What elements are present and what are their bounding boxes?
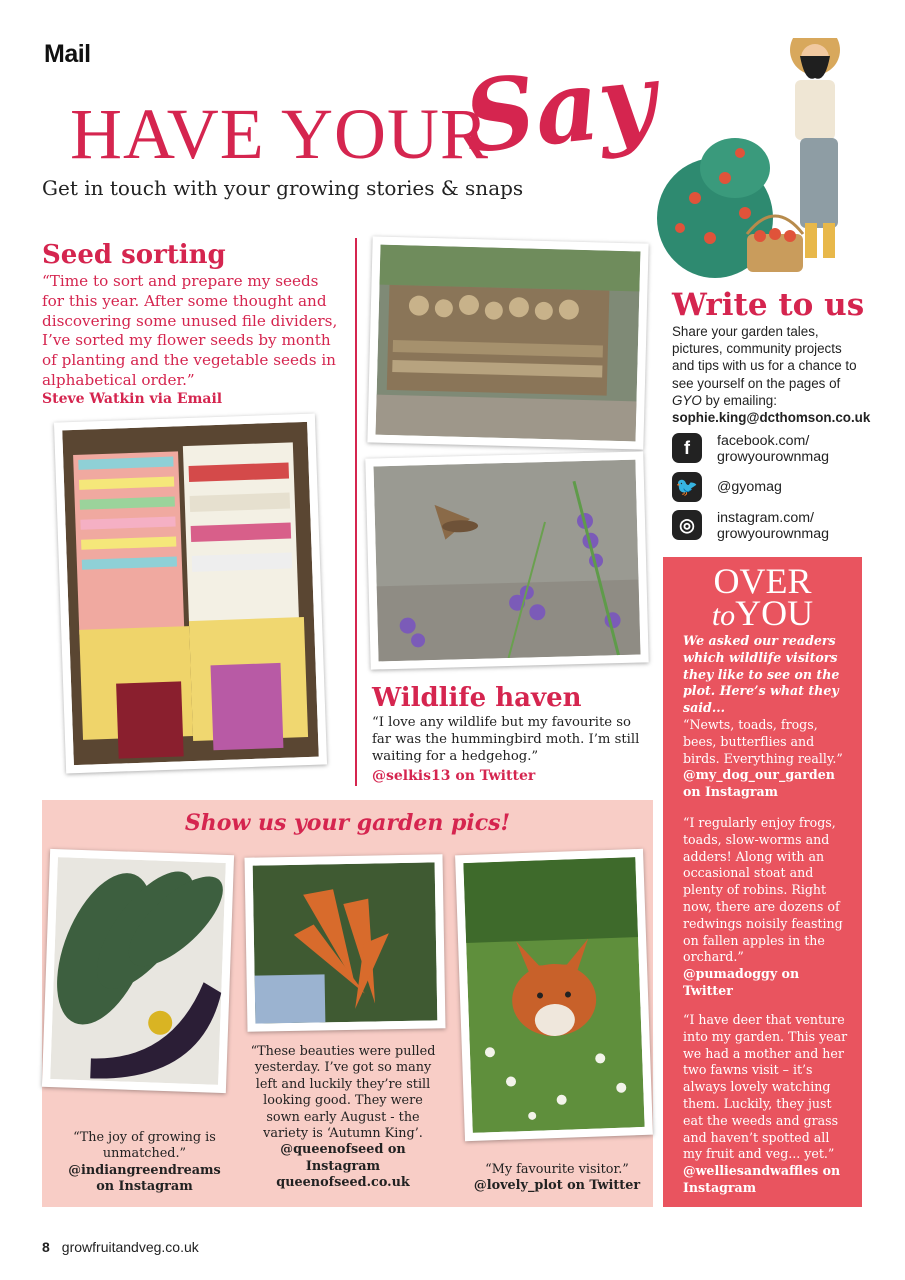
caption-kale: “The joy of growing is unmatched.” @indiangreendreams on Instagram: [68, 1130, 221, 1195]
seed-sorting-text: “Time to sort and prepare my seeds for this year. After some thought and discovering some unused file dividers, I’ve sorted my flower seeds by month of planting and the vegetable seeds in alphabetical order.”: [42, 272, 338, 389]
fox-photo: [455, 849, 653, 1141]
instagram-icon: ◎: [672, 510, 702, 540]
seed-files-photo: [54, 414, 327, 774]
twitter-link[interactable]: [672, 472, 862, 502]
seed-sorting-author: Steve Watkin via Email: [42, 391, 223, 407]
facebook-text: facebook.com/ growyourownmag: [717, 433, 829, 465]
write-to-us-text: Share your garden tales, pictures, community projects and tips with us for a chance to see yourself on the pages of GYO by emailing: sophie.king@dcthomson.co.uk: [672, 324, 871, 426]
caption-carrots: “These beauties were pulled yesterday. I’ve got so many left and luckily they’re still looking good. They were sown early August - the variety is ‘Autumn King’. @queenofseed on Instagram queenofseed.co.uk: [250, 1044, 436, 1191]
kale-aubergine-photo: [42, 849, 234, 1093]
garden-pics-title: Show us your garden pics!: [184, 810, 511, 836]
over-to-you-intro: We asked our readers which wildlife visitors they like to see on the plot. Here’s what they said...: [683, 633, 840, 716]
reader-quote-2: “I regularly enjoy frogs, toads, slow-worms and adders! Along with an occasional stoat and plenty of robins. Right now, there are dozens of redwings noisily feasting on fallen apples in the orchard.” @pumadoggy on Twitter: [683, 815, 843, 998]
instagram-text: instagram.com/ growyourownmag: [717, 510, 829, 542]
instagram-link[interactable]: [672, 510, 862, 542]
over-to-you-title: OVER toYOU: [711, 561, 814, 633]
garden-pics-panel: [42, 800, 653, 1207]
wildlife-haven-author: @selkis13 on Twitter: [372, 768, 536, 784]
wildlife-haven-title: Wildlife haven: [372, 683, 582, 713]
twitter-text: @gyomag: [717, 479, 782, 495]
page-title: HAVE YOUR: [70, 94, 490, 174]
caption-fox: “My favourite visitor.” @lovely_plot on Twitter: [473, 1162, 641, 1194]
brand-logo: Mail: [44, 40, 91, 68]
reader-quote-3: “I have deer that venture into my garden. This year we had a mother and her two fawns visit – it’s always lovely watching them. Luckily, they just eat the weeds and grass and haven’t spotted all my fruit and veg... yet.” @welliesandwaffles on Instagram: [683, 1012, 848, 1195]
column-divider: [355, 238, 357, 786]
hummingbird-moth-photo: [365, 451, 648, 669]
gardener-illustration: [655, 38, 870, 288]
wildlife-haven-text: “I love any wildlife but my favourite so far was the hummingbird moth. I’m still waiting for a hedgehog.”: [372, 715, 640, 765]
facebook-link[interactable]: [672, 433, 862, 465]
page-number: 8: [42, 1239, 50, 1255]
over-to-you-panel: [663, 557, 862, 1207]
footer-site: growfruitandveg.co.uk: [61, 1239, 199, 1255]
seed-sorting-title: Seed sorting: [42, 240, 226, 270]
facebook-icon: f: [672, 433, 702, 463]
twitter-icon: 🐦: [672, 472, 702, 502]
page-subtitle: Get in touch with your growing stories & snaps: [42, 176, 524, 200]
page-title-script: Say: [458, 41, 662, 176]
log-pile-photo: [367, 236, 648, 449]
reader-quote-1: “Newts, toads, frogs, bees, butterflies and birds. Everything really.” @my_dog_our_garden on Instagram: [683, 717, 843, 800]
page-footer: [42, 1239, 199, 1255]
contact-email[interactable]: sophie.king@dcthomson.co.uk: [672, 410, 871, 426]
write-to-us-title: Write to us: [672, 287, 865, 323]
carrots-photo: [244, 854, 445, 1031]
